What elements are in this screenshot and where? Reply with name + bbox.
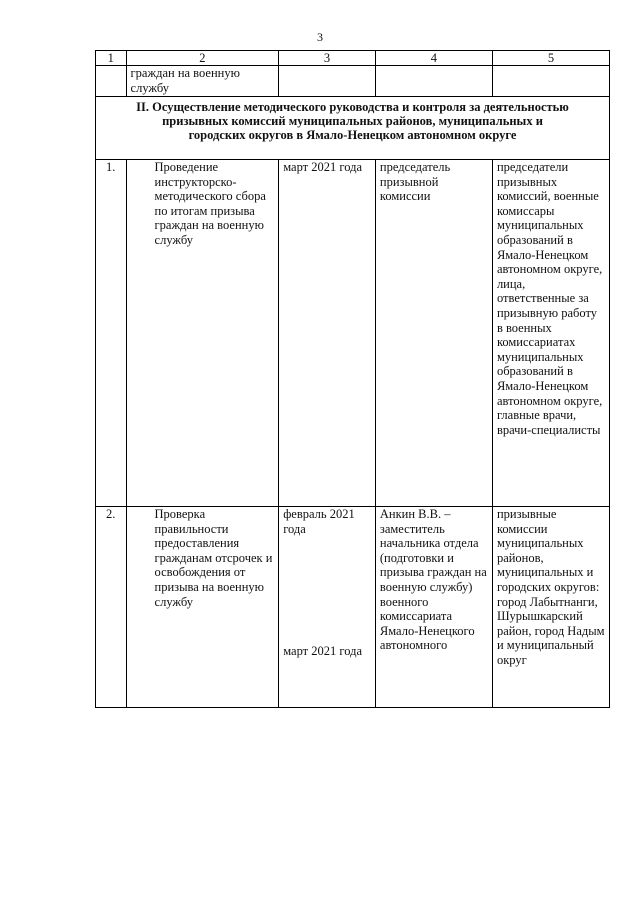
header-cell-1: 1	[96, 51, 127, 66]
continuation-num-cell	[96, 66, 127, 97]
row-term-cell	[279, 507, 376, 708]
table-row	[96, 160, 610, 507]
row-responsible: председатель призывной комиссии	[375, 160, 492, 507]
row-term: февраль 2021 года	[283, 507, 355, 536]
header-cell-3: 3	[279, 51, 376, 66]
table-row	[96, 507, 610, 708]
page-number: 3	[317, 30, 323, 44]
continuation-participants	[492, 66, 609, 97]
row-number: 1.	[96, 160, 127, 507]
row-term: март 2021 года	[279, 160, 376, 507]
row-activity: Проведение инструкторско-методического сбора по итогам призыва граждан на военную службу	[126, 160, 279, 507]
continuation-activity: граждан на военную службу	[126, 66, 279, 97]
row-activity: Проверка правильности предоставления гражданам отсрочек и освобождения от призыва на военную службу	[126, 507, 279, 708]
header-row	[96, 51, 610, 66]
section-title: II. Осуществление методического руководства и контроля за деятельностью призывных комиссий муниципальных районов, муниципальных и городских округов в Ямало-Ненецком автономном округе	[96, 97, 610, 160]
row-number: 2.	[96, 507, 127, 708]
section-row	[96, 97, 610, 160]
plan-table	[95, 50, 610, 708]
row-participants: председатели призывных комиссий, военные комиссары муниципальных образований в Ямало-Ненецком автономном округе, лица, ответственные за призывную работу в военных комиссариатах муниципальных образований в Ямало-Ненецком автономном округе, главные врачи, врачи-специалисты	[492, 160, 609, 507]
header-cell-5: 5	[492, 51, 609, 66]
continuation-responsible	[375, 66, 492, 97]
row-responsible: Анкин В.В. – заместитель начальника отдела (подготовки и призыва граждан на военную службу) военного комиссариата Ямало-Ненецкого автономного	[375, 507, 492, 708]
header-cell-4: 4	[375, 51, 492, 66]
header-cell-2: 2	[126, 51, 279, 66]
row-term-second: март 2021 года	[283, 644, 362, 659]
row-participants: призывные комиссии муниципальных районов, муниципальных и городских округов: город Лабытнанги, Шурышкарский район, город Надым и муниципальный округ	[492, 507, 609, 708]
continuation-term	[279, 66, 376, 97]
continuation-row	[96, 66, 610, 97]
